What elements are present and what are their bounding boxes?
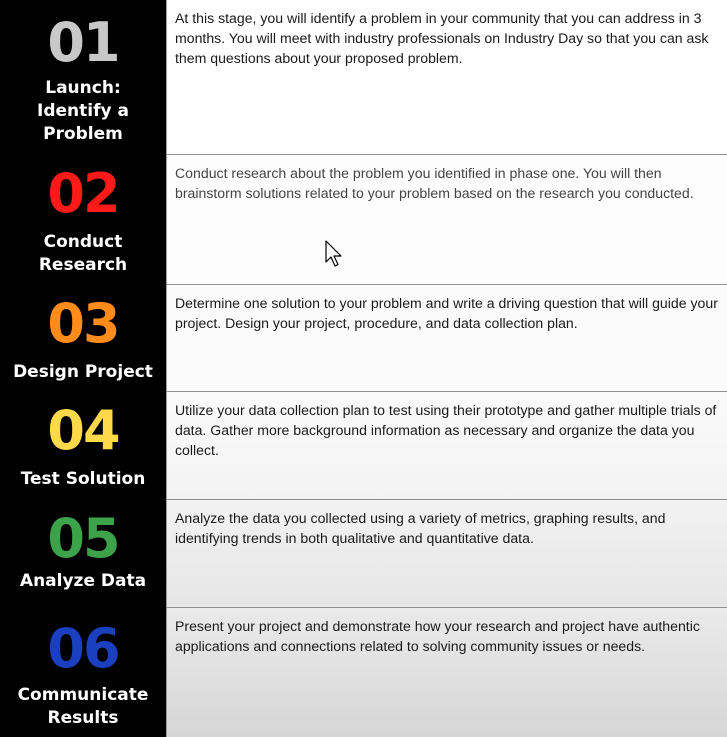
phase-row-04 xyxy=(0,392,727,500)
phase-title-02: Conduct Research xyxy=(38,232,128,275)
phase-number-04: 04 xyxy=(47,399,119,462)
phase-number-05: 05 xyxy=(47,507,119,570)
phase-number-01: 01 xyxy=(47,11,119,74)
phase-badge-02 xyxy=(0,155,166,285)
phase-title-03: Design Project xyxy=(13,362,153,382)
phase-title-01: Launch: Identify a Problem xyxy=(37,78,129,144)
phase-description-cell-04 xyxy=(166,392,727,500)
phase-description-cell-06 xyxy=(166,608,727,737)
phase-title-04: Test Solution xyxy=(20,469,146,489)
phase-badge-03 xyxy=(0,285,166,392)
phase-badge-06 xyxy=(0,608,166,737)
phase-description-06: Present your project and demonstrate how your research and project have authentic applications and connections related to solving community issues or needs. xyxy=(175,618,700,654)
phase-description-05: Analyze the data you collected using a variety of metrics, graphing results, and identifying trends in both qualitative and quantitative data. xyxy=(175,510,666,546)
phase-title-06: Communicate Results xyxy=(17,685,149,728)
phase-description-04: Utilize your data collection plan to test using their prototype and gather multiple trials of data. Gather more background information as necessary and organize the data you collect. xyxy=(175,402,717,458)
phase-description-cell-03 xyxy=(166,285,727,392)
phase-badge-05 xyxy=(0,500,166,608)
phase-badge-01 xyxy=(0,0,166,155)
phase-number-03: 03 xyxy=(47,292,119,355)
phase-row-06 xyxy=(0,608,727,737)
phase-description-cell-01 xyxy=(166,0,727,155)
phase-badge-04 xyxy=(0,392,166,500)
phase-description-02: Conduct research about the problem you identified in phase one. You will then brainstorm solutions related to your problem based on the research you conducted. xyxy=(175,165,694,201)
phase-description-cell-05 xyxy=(166,500,727,608)
mouse-pointer-icon xyxy=(325,240,345,268)
phase-title-05: Analyze Data xyxy=(19,571,147,591)
phase-number-02: 02 xyxy=(47,162,119,225)
phase-row-05 xyxy=(0,500,727,608)
phase-row-02 xyxy=(0,155,727,285)
phase-description-cell-02 xyxy=(166,155,727,285)
phase-number-06: 06 xyxy=(47,617,119,680)
phase-row-03 xyxy=(0,285,727,392)
phase-description-01: At this stage, you will identify a problem in your community that you can address in 3 months. You will meet with industry professionals on Industry Day so that you can ask them questions about your proposed problem. xyxy=(175,10,709,66)
phase-row-01 xyxy=(0,0,727,155)
phase-description-03: Determine one solution to your problem and write a driving question that will guide your project. Design your project, procedure, and data collection plan. xyxy=(175,295,718,331)
